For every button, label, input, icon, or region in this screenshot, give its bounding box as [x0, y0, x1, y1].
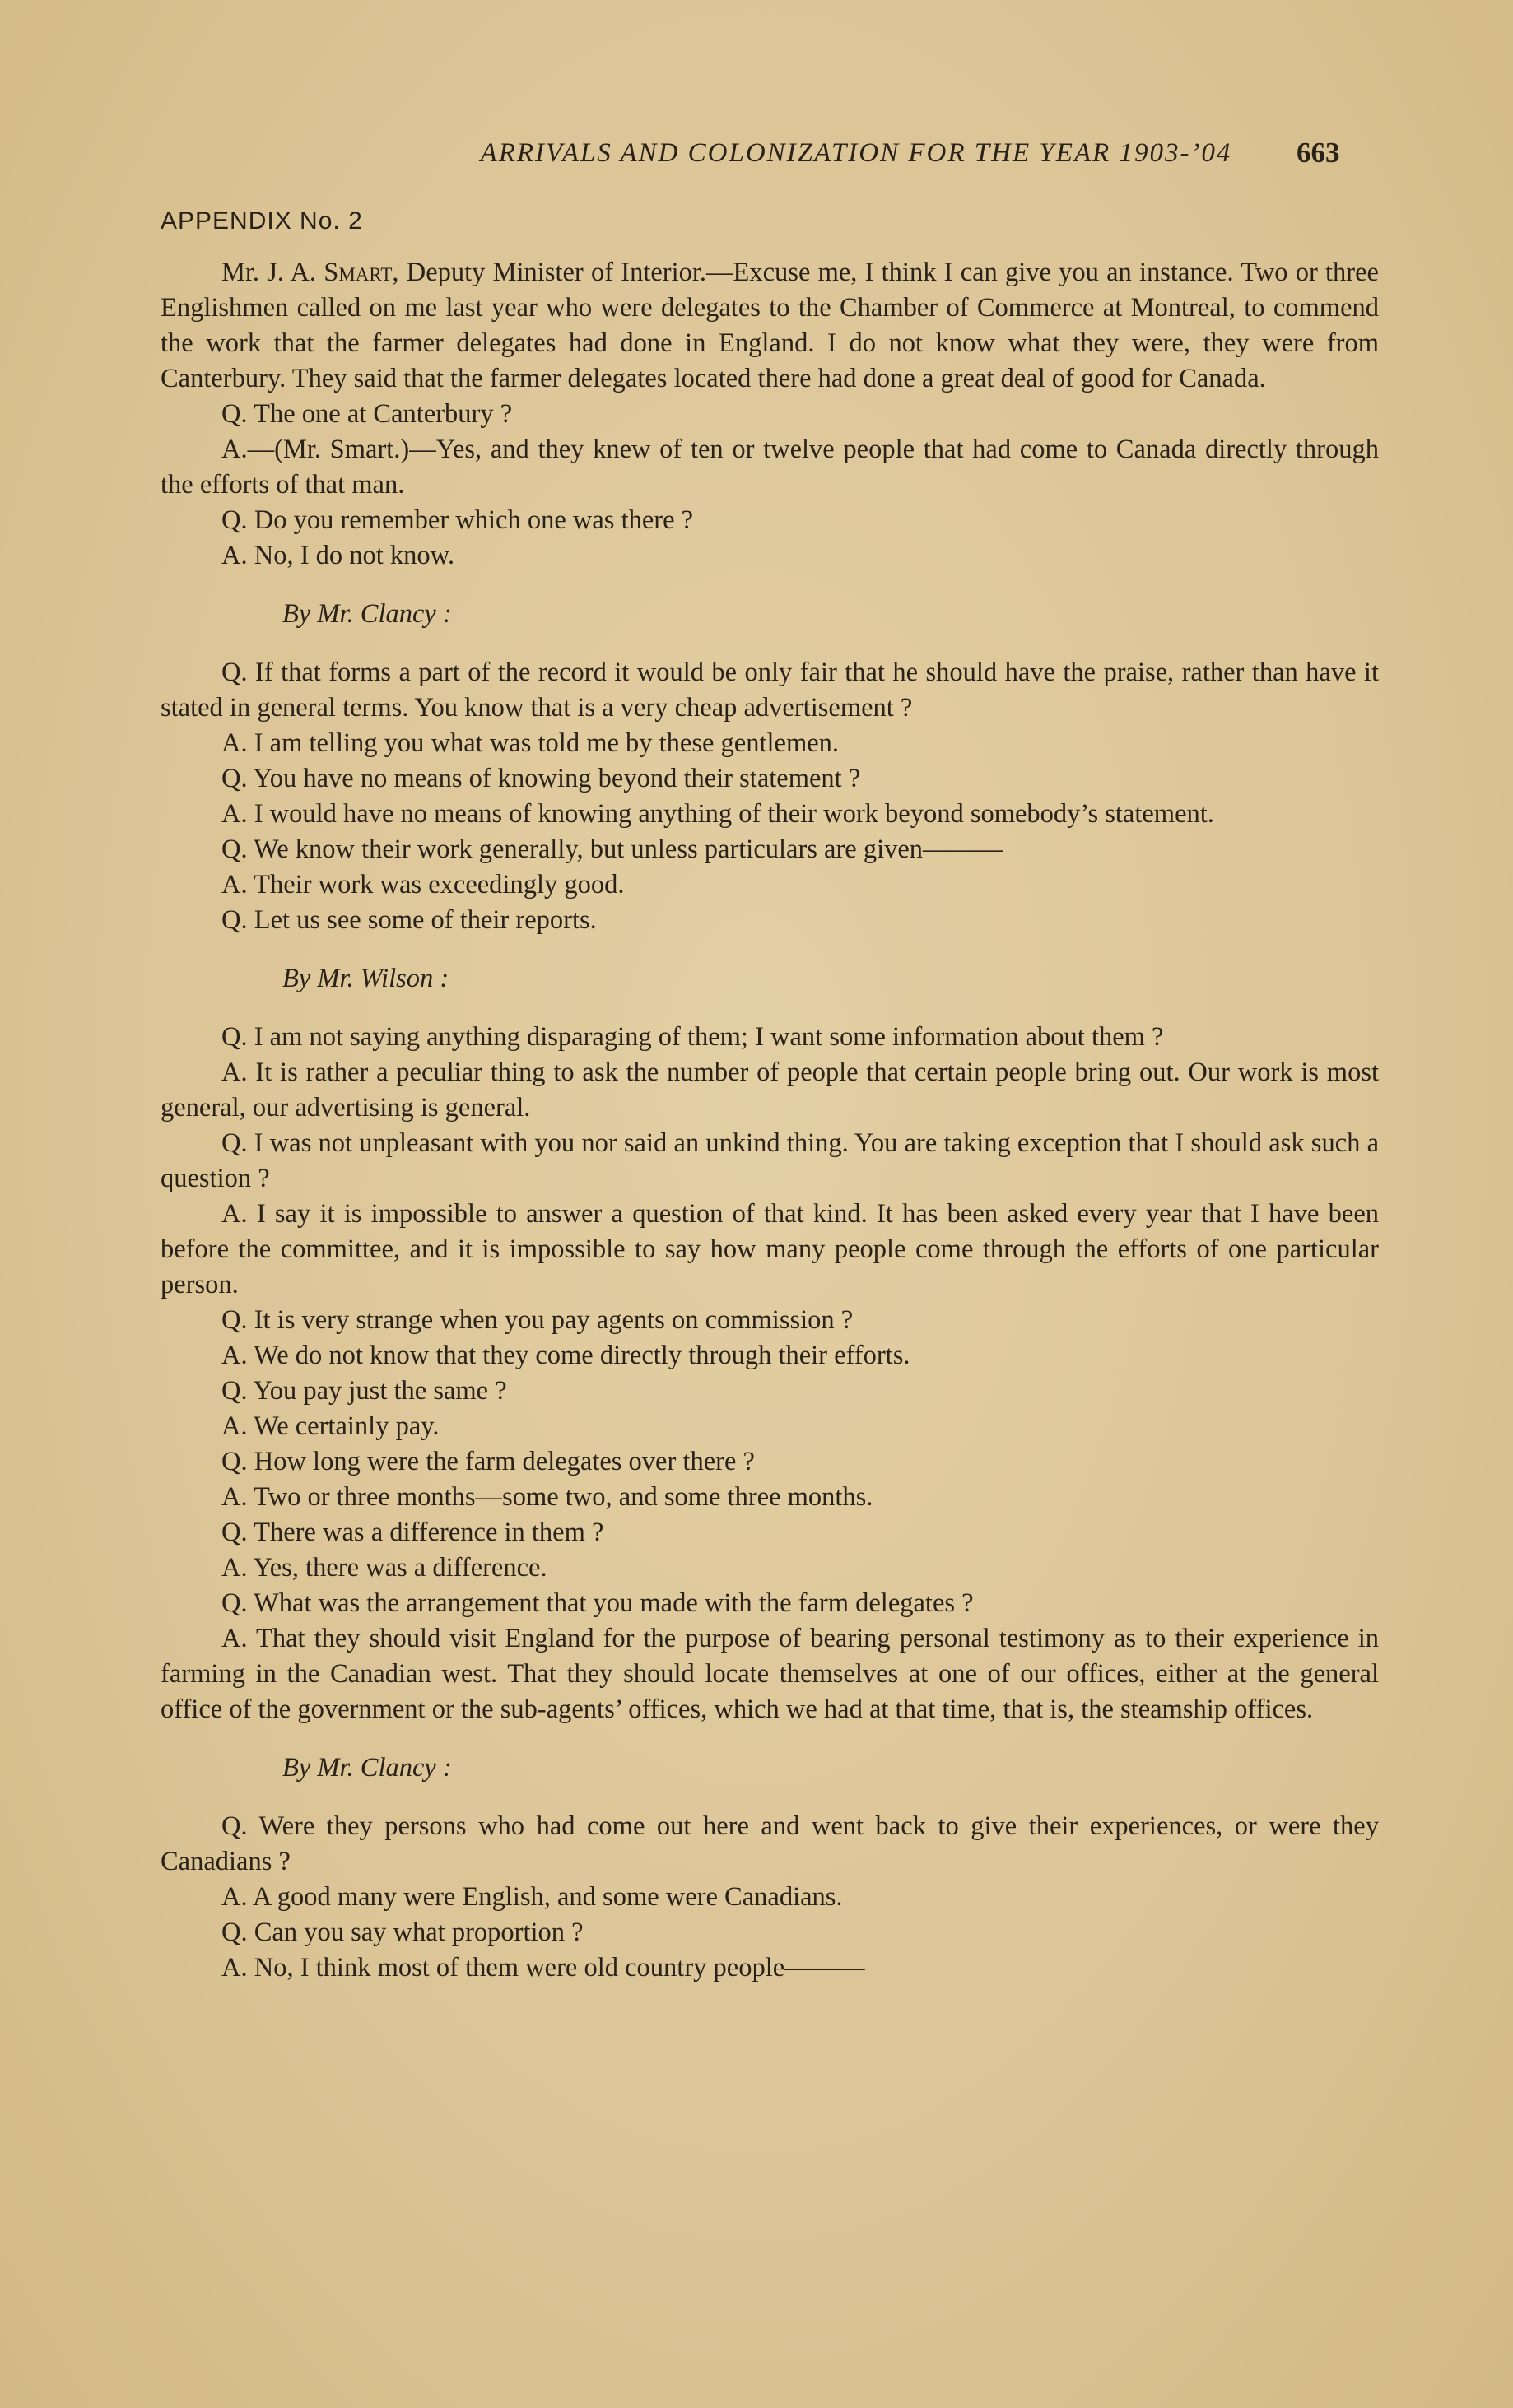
qa-line: A. No, I do not know.: [221, 541, 455, 570]
speaker-prefix: Mr. J. A.: [221, 258, 324, 287]
qa-line: Q. If that forms a part of the record it would be only fair that he should have the praise, rather than have it stated in general terms. You know that is a very cheap advertisement ?: [161, 658, 1379, 723]
qa-line: A. No, I think most of them were old country people———: [221, 1953, 865, 1983]
qa-line: Q. I am not saying anything disparaging of them; I want some information about them ?: [221, 1022, 1164, 1052]
qa-line: Q. You pay just the same ?: [221, 1376, 507, 1406]
qa-line: Q. Were they persons who had come out here and went back to give their experiences, or were they Canadians ?: [161, 1811, 1379, 1876]
qa-line: A.—(Mr. Smart.)—Yes, and they knew of ten or twelve people that had come to Canada directly through the efforts of that man.: [161, 435, 1379, 500]
running-title: ARRIVALS AND COLONIZATION FOR THE YEAR 1903-’04: [480, 138, 1232, 168]
qa-line: Q. Do you remember which one was there ?: [221, 505, 694, 535]
qa-line: Q. Can you say what proportion ?: [221, 1918, 584, 1947]
qa-line: A. Yes, there was a difference.: [221, 1553, 547, 1583]
appendix-label: APPENDIX No. 2: [161, 207, 363, 235]
qa-line: A. It is rather a peculiar thing to ask the number of people that certain people bring out. Our work is most general, our advertising is general.: [161, 1058, 1379, 1123]
page-number: 663: [1297, 137, 1340, 169]
qa-line: A. I would have no means of knowing anything of their work beyond somebody’s statement.: [221, 799, 1214, 829]
intro-paragraph: [161, 255, 1379, 397]
qa-line: Q. The one at Canterbury ?: [221, 399, 513, 429]
qa-line: A. I am telling you what was told me by these gentlemen.: [221, 728, 840, 758]
qa-line: Q. We know their work generally, but unless particulars are given———: [221, 834, 1003, 864]
qa-line: A. I say it is impossible to answer a question of that kind. It has been asked every year that I have been before the committee, and it is impossible to say how many people come through the efforts of one particular person.: [161, 1199, 1379, 1299]
qa-line: A. We certainly pay.: [221, 1411, 440, 1441]
qa-line: A. That they should visit England for the purpose of bearing personal testimony as to their experience in farming in the Canadian west. That they should locate themselves at one of our offices, either at the general office of the government or the sub-agents’ offices, which we had at that time, that is, the steamship offices.: [161, 1624, 1379, 1724]
qa-line: A. We do not know that they come directly through their efforts.: [221, 1341, 910, 1370]
qa-line: A. Two or three months—some two, and some three months.: [221, 1482, 873, 1512]
speaker-name: Smart: [324, 258, 393, 287]
qa-line: Q. What was the arrangement that you made with the farm delegates ?: [221, 1588, 974, 1618]
qa-line: Q. How long were the farm delegates over there ?: [221, 1447, 755, 1476]
examiner-heading: By Mr. Wilson :: [282, 964, 449, 993]
qa-line: Q. I was not unpleasant with you nor said an unkind thing. You are taking exception that I should ask such a question ?: [161, 1128, 1379, 1193]
qa-line: A. A good many were English, and some were Canadians.: [221, 1882, 843, 1912]
qa-line: A. Their work was exceedingly good.: [221, 870, 625, 900]
qa-line: Q. You have no means of knowing beyond their statement ?: [221, 764, 861, 793]
qa-line: Q. Let us see some of their reports.: [221, 905, 597, 935]
qa-line: Q. There was a difference in them ?: [221, 1518, 604, 1547]
body-text: [161, 255, 1379, 1986]
examiner-heading: By Mr. Clancy :: [282, 599, 452, 629]
qa-line: Q. It is very strange when you pay agents on commission ?: [221, 1305, 854, 1335]
examiner-heading: By Mr. Clancy :: [282, 1753, 452, 1783]
speaker-remark: , Deputy Minister of Interior.—Excuse me, I think I can give you an instance. Two or three Englishmen called on me last year who were delegates to the Chamber of Commerce at Montreal, to commend the work that the farmer delegates had done in England. I do not know what they were, they were from Canterbury. They said that the farmer delegates located there had done a great deal of good for Canada.: [161, 258, 1379, 393]
